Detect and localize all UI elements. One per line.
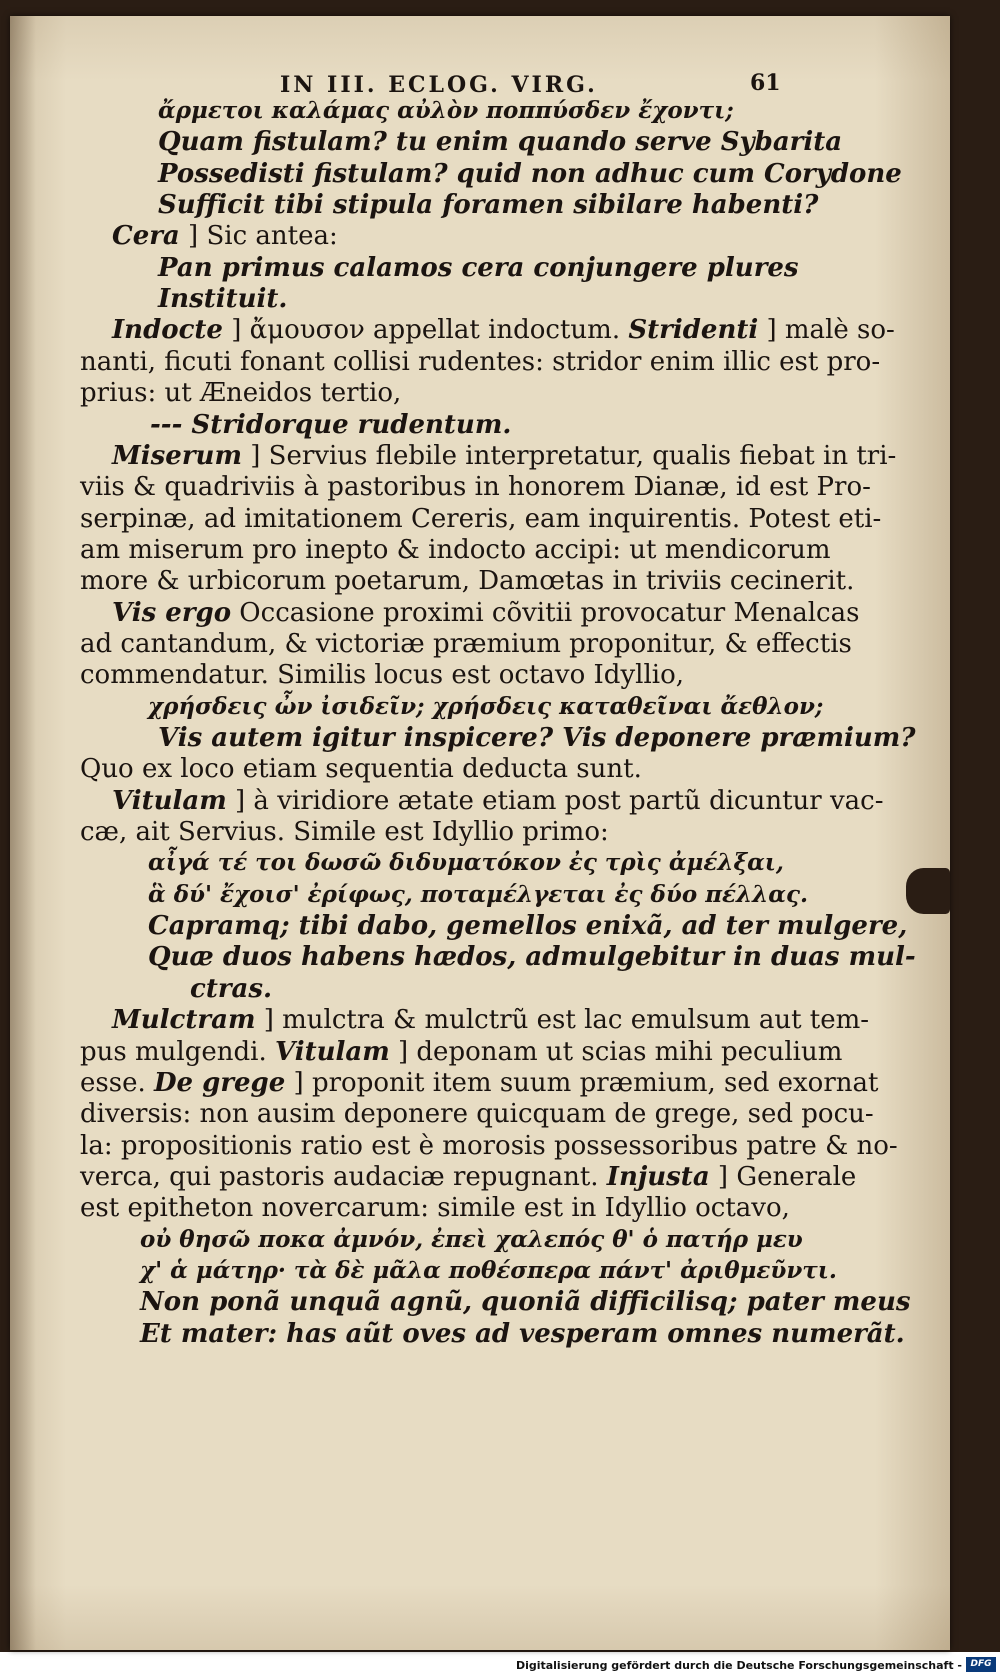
text-line: diversis: non ausim deponere quicquam de grege, sed pocu- (80, 1099, 874, 1130)
page-number: 61 (750, 70, 781, 96)
text-line (80, 1068, 878, 1098)
text-line: est epitheton novercarum: simile est in Idyllio octavo, (80, 1193, 790, 1224)
text-line: Capramq; tibi dabo, gemellos enixã, ad ter mulgere, (148, 911, 908, 942)
text-line: αἶγά τέ τοι δωσῶ διδυματόκον ἐς τρὶς ἀμέλξαι, (148, 849, 784, 877)
lemma: Vitulam (112, 785, 227, 816)
text-line: Possedisti fistulam? quid non adhuc cum Corydone (158, 158, 902, 189)
lemma: Vitulam (274, 1036, 390, 1067)
text-line: οὐ θησῶ ποκα ἀμνόν, ἐπεὶ χαλεπός θ' ὁ πατήρ μευ (140, 1225, 803, 1253)
text-line (112, 598, 859, 628)
text-line: ἄρμετοι καλάμας αὐλὸν ποππύσδεν ἔχοντι; (158, 97, 734, 124)
text-line: ad cantandum, & victoriæ præmium proponitur, & effectis (80, 628, 852, 659)
text-line: serpinæ, ad imitationem Cereris, eam inquirentis. Potest eti- (80, 503, 882, 534)
text-line (112, 786, 884, 816)
commentary-text: ] Servius flebile interpretatur, qualis fiebat in tri- (241, 440, 897, 471)
lemma: Injusta (606, 1161, 710, 1192)
commentary-text: ] Generale (709, 1161, 857, 1192)
text-line: cæ, ait Servius. Simile est Idyllio primo: (80, 817, 609, 848)
text-line: nanti, ficuti fonant collisi rudentes: stridor enim illic est pro- (80, 346, 881, 377)
text-line: Vis autem igitur inspicere? Vis deponere præmium? (158, 723, 916, 753)
binding-tab (906, 868, 950, 914)
text-line: Quam fistulam? tu enim quando serve Sybarita (158, 127, 843, 158)
text-line: χ' ἁ μάτηρ· τὰ δὲ μᾶλα ποθέσπερα πάντ' ἀριθμεῦντι. (140, 1256, 837, 1284)
text-line: Quæ duos habens hædos, admulgebitur in duas mul- (148, 942, 916, 973)
text-line: ἃ δύ' ἔχοισ' ἐρίφως, ποταμέλγεται ἐς δύο πέλλας. (148, 880, 808, 908)
commentary-text: ] ἄμουσον appellat indoctum. (222, 315, 629, 346)
text-line (80, 1037, 842, 1067)
lemma: De grege (154, 1067, 286, 1098)
lemma: Indocte (112, 315, 223, 346)
text-line (112, 441, 896, 471)
commentary-text: ] mulctra & mulctrũ est lac emulsum aut tem- (255, 1005, 870, 1036)
text-line: Pan primus calamos cera conjungere plures (158, 252, 799, 283)
text-line: ctras. (190, 973, 273, 1004)
text-line: Quo ex loco etiam sequentia deducta sunt. (80, 754, 642, 785)
text-line: Sufficit tibi stipula foramen sibilare habenti? (158, 190, 819, 221)
running-title: IN III. ECLOG. VIRG. (280, 72, 598, 98)
digitization-footer (0, 1656, 1000, 1676)
book-page (10, 16, 950, 1650)
text-line: commendatur. Similis locus est octavo Idyllio, (80, 660, 684, 691)
commentary-text: esse. (80, 1067, 154, 1098)
text-line: more & urbicorum poetarum, Damœtas in triviis cecinerit. (80, 566, 855, 597)
lemma: Mulctram (112, 1005, 256, 1036)
text-line (112, 1005, 869, 1035)
commentary-text: ] à viridiore ætate etiam post partũ dicuntur vac- (226, 785, 884, 816)
text-line: viis & quadriviis à pastoribus in honorem Dianæ, id est Pro- (80, 472, 871, 503)
commentary-text: ] deponam ut scias mihi peculium (389, 1036, 843, 1067)
commentary-text: pus mulgendi. (80, 1036, 275, 1067)
text-line: --- Stridorque rudentum. (150, 409, 512, 440)
lemma: Vis ergo (112, 597, 232, 628)
commentary-text: Occasione proximi cõvitii provocatur Menalcas (231, 597, 860, 628)
text-line: am miserum pro inepto & indocto accipi: ut mendicorum (80, 534, 831, 565)
page-gutter (10, 16, 36, 1650)
text-line: prius: ut Æneidos tertio, (80, 378, 402, 409)
text-line: Et mater: has aũt oves ad vesperam omnes numerãt. (140, 1318, 905, 1349)
commentary-text: ] proponit item suum præmium, sed exornat (285, 1067, 879, 1098)
text-line: Non ponã unquã agnũ, quoniã difficilisq; pater meus (140, 1287, 911, 1318)
commentary-text: verca, qui pastoris audaciæ repugnant. (80, 1161, 607, 1192)
text-line (112, 221, 338, 251)
text-line: Instituit. (158, 284, 288, 315)
lemma: Stridenti (628, 315, 759, 346)
commentary-text: ] Sic antea: (179, 221, 338, 252)
lemma: Cera (112, 221, 180, 252)
text-line (80, 1162, 856, 1192)
text-line: la: propositionis ratio est è morosis possessoribus patre & no- (80, 1130, 898, 1161)
text-line: χρήσδεις ὦν ἰσιδεῖν; χρήσδεις καταθεῖναι ἄεθλον; (148, 692, 824, 720)
funding-credit: Digitalisierung gefördert durch die Deutsche Forschungsgemeinschaft - (515, 1659, 962, 1672)
text-line (112, 315, 895, 345)
commentary-text: ] malè so- (758, 315, 895, 346)
dfg-logo: DFG (966, 1657, 996, 1672)
lemma: Miserum (112, 440, 242, 471)
